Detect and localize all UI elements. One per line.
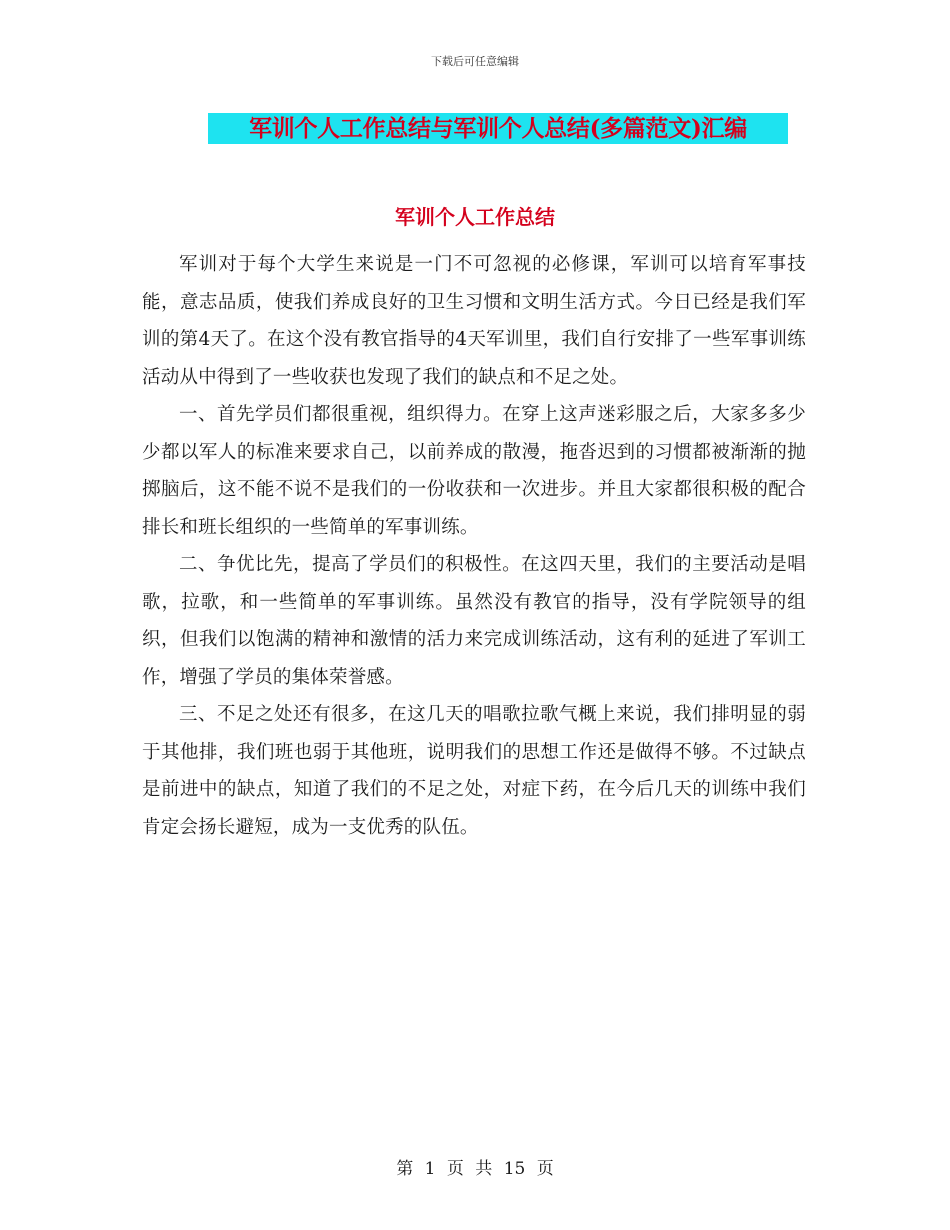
- paragraph-intro: 军训对于每个大学生来说是一门不可忽视的必修课，军训可以培育军事技能，意志品质，使我们养成良好的卫生习惯和文明生活方式。今日已经是我们军训的第4天了。在这个没有教官指导的4天军训里，我们自行安排了一些军事训练活动从中得到了一些收获也发现了我们的缺点和不足之处。: [142, 254, 806, 388]
- paragraph-point-1: 一、首先学员们都很重视，组织得力。在穿上这声迷彩服之后，大家多多少少都以军人的标准来要求自己，以前养成的散漫，拖沓迟到的习惯都被渐渐的抛掷脑后，这不能不说不是我们的一份收获和一次进步。并且大家都很积极的配合排长和班长组织的一些简单的军事训练。: [142, 404, 806, 538]
- document-title: 军训个人工作总结与军训个人总结(多篇范文)汇编: [208, 113, 788, 144]
- document-body: [142, 246, 806, 846]
- paragraph-point-2: 二、争优比先，提高了学员们的积极性。在这四天里，我们的主要活动是唱歌，拉歌，和一些简单的军事训练。虽然没有教官的指导，没有学院领导的组织，但我们以饱满的精神和激情的活力来完成训练活动，这有利的延进了军训工作，增强了学员的集体荣誉感。: [142, 554, 806, 688]
- section-heading: 军训个人工作总结: [395, 205, 555, 229]
- page-footer: 第 1 页 共 15 页: [396, 1159, 554, 1179]
- header-note: 下载后可任意编辑: [431, 55, 519, 68]
- paragraph-point-3: 三、不足之处还有很多，在这几天的唱歌拉歌气概上来说，我们排明显的弱于其他排，我们班也弱于其他班，说明我们的思想工作还是做得不够。不过缺点是前进中的缺点，知道了我们的不足之处，对症下药，在今后几天的训练中我们肯定会扬长避短，成为一支优秀的队伍。: [142, 704, 806, 838]
